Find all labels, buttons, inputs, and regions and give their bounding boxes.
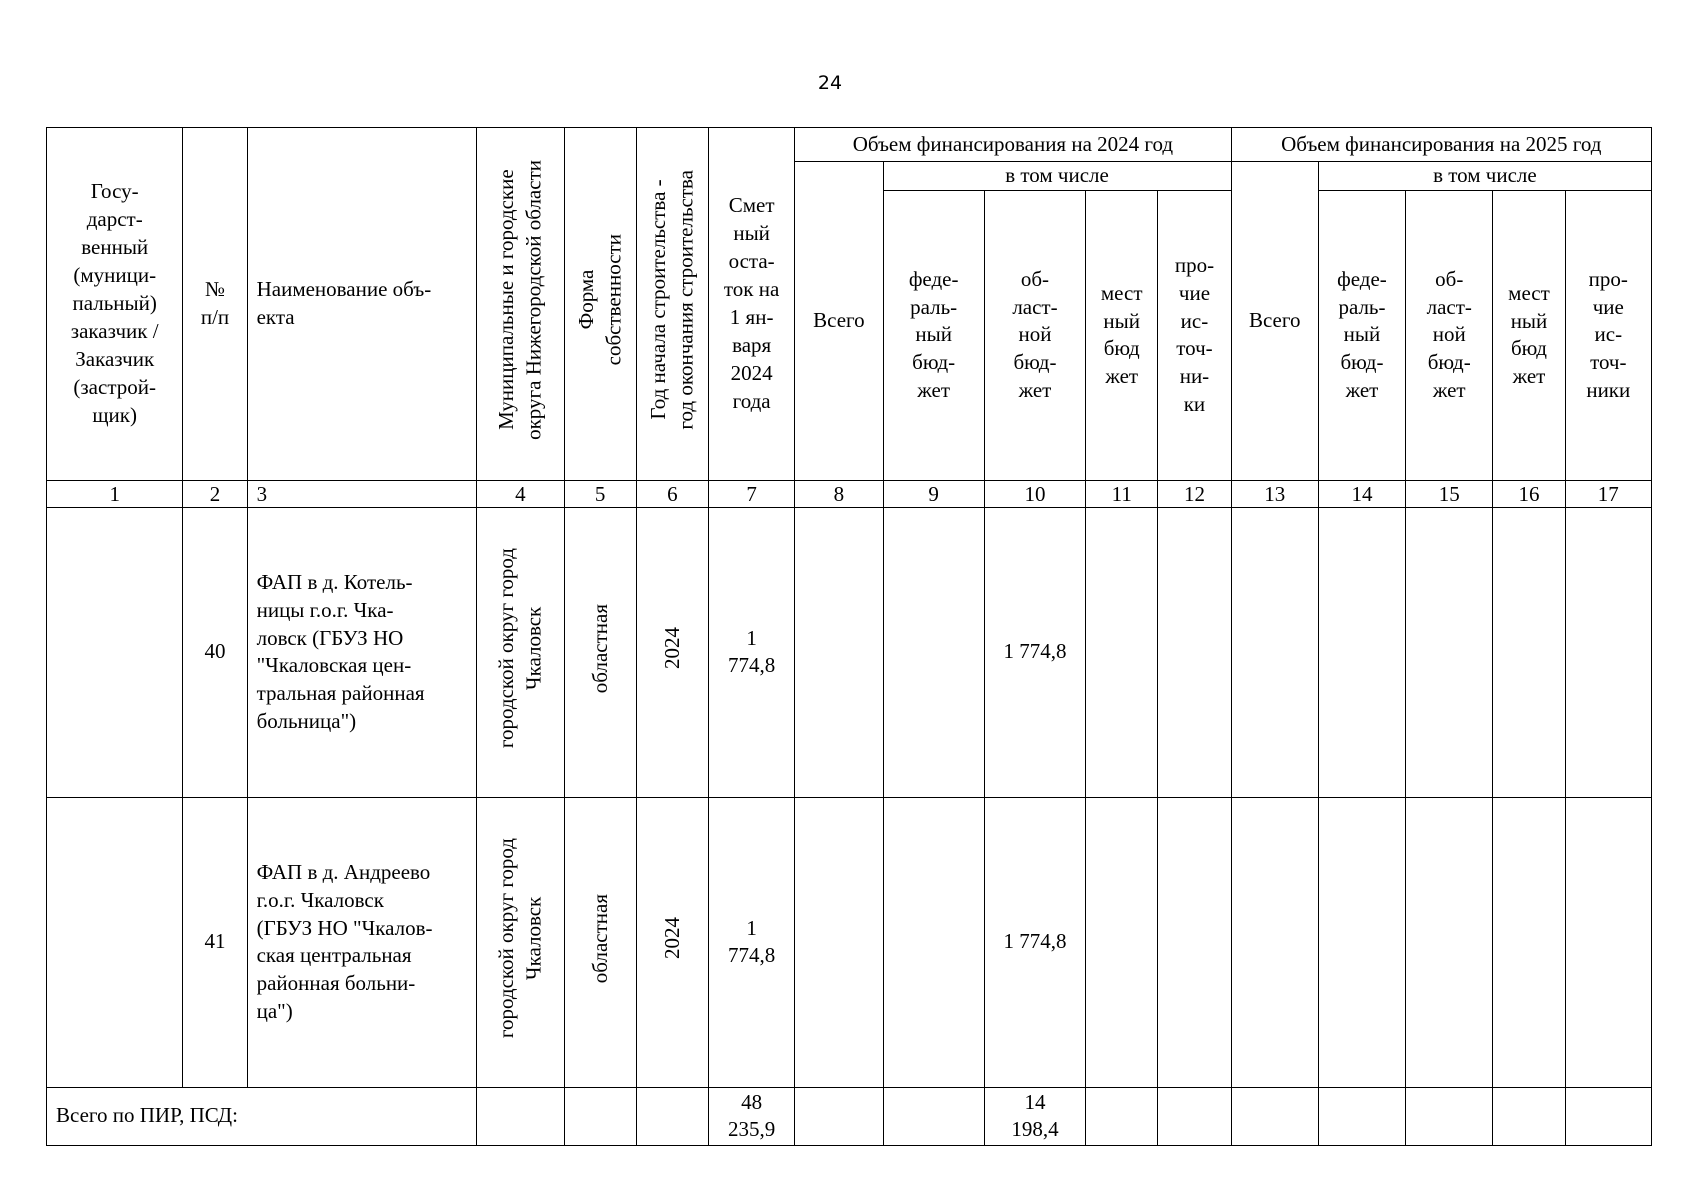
total-other-2025 xyxy=(1565,1087,1651,1145)
header-ownership: Форма собственности xyxy=(564,128,636,481)
header-other-2024: про- чие ис- точ- ни- ки xyxy=(1158,190,1231,480)
cell-local-2025 xyxy=(1493,507,1565,797)
column-number: 11 xyxy=(1086,480,1158,507)
table-row xyxy=(47,797,1652,1087)
total-regional-2024: 14 198,4 xyxy=(984,1087,1085,1145)
column-number: 14 xyxy=(1318,480,1405,507)
cell-total-2024 xyxy=(795,797,883,1087)
header-total-2025: Всего xyxy=(1231,162,1318,481)
column-number: 4 xyxy=(477,480,564,507)
column-number: 12 xyxy=(1158,480,1231,507)
total-local-2025 xyxy=(1493,1087,1565,1145)
total-balance: 48 235,9 xyxy=(709,1087,795,1145)
column-number: 1 xyxy=(47,480,183,507)
header-years: Год начала строительства - год окончания строительства xyxy=(636,128,708,481)
cell-federal-2025 xyxy=(1318,507,1405,797)
cell-total-2025 xyxy=(1231,507,1318,797)
cell-ownership: областная xyxy=(564,797,636,1087)
header-including-2025: в том числе xyxy=(1318,162,1651,191)
cell-federal-2024 xyxy=(883,797,984,1087)
page-number: 24 xyxy=(817,72,843,94)
total-municipality xyxy=(477,1087,564,1145)
cell-total-2024 xyxy=(795,507,883,797)
cell-regional-2024: 1 774,8 xyxy=(984,797,1085,1087)
cell-num: 40 xyxy=(183,507,247,797)
column-number: 15 xyxy=(1406,480,1493,507)
cell-municipality: городской округ город Чкаловск xyxy=(477,797,564,1087)
column-number: 5 xyxy=(564,480,636,507)
cell-federal-2025 xyxy=(1318,797,1405,1087)
total-row xyxy=(47,1087,1652,1145)
cell-local-2024 xyxy=(1086,797,1158,1087)
cell-other-2024 xyxy=(1158,507,1231,797)
column-number: 10 xyxy=(984,480,1085,507)
column-number-row xyxy=(47,480,1652,507)
header-including-2024: в том числе xyxy=(883,162,1231,191)
header-fin-2025: Объем финансирования на 2025 год xyxy=(1231,128,1651,162)
header-fin-2024: Объем финансирования на 2024 год xyxy=(795,128,1231,162)
cell-other-2024 xyxy=(1158,797,1231,1087)
total-label: Всего по ПИР, ПСД: xyxy=(47,1087,477,1145)
header-name: Наименование объ- екта xyxy=(247,128,477,481)
cell-year: 2024 xyxy=(636,797,708,1087)
header-total-2024: Всего xyxy=(795,162,883,481)
cell-num: 41 xyxy=(183,797,247,1087)
cell-balance: 1 774,8 xyxy=(709,507,795,797)
cell-local-2025 xyxy=(1493,797,1565,1087)
column-number: 6 xyxy=(636,480,708,507)
column-number: 16 xyxy=(1493,480,1565,507)
cell-year: 2024 xyxy=(636,507,708,797)
header-regional-2024: об- ласт- ной бюд- жет xyxy=(984,190,1085,480)
total-regional-2025 xyxy=(1406,1087,1493,1145)
header-other-2025: про- чие ис- точ- ники xyxy=(1565,190,1651,480)
header-local-2024: мест ный бюд жет xyxy=(1086,190,1158,480)
column-number: 8 xyxy=(795,480,883,507)
cell-ownership: областная xyxy=(564,507,636,797)
cell-name: ФАП в д. Котель- ницы г.о.г. Чка- ловск (ГБУЗ НО "Чкаловская цен- тральная районная больница") xyxy=(247,507,477,797)
cell-customer xyxy=(47,507,183,797)
total-local-2024 xyxy=(1086,1087,1158,1145)
total-ownership xyxy=(564,1087,636,1145)
cell-regional-2025 xyxy=(1406,507,1493,797)
header-federal-2025: феде- раль- ный бюд- жет xyxy=(1318,190,1405,480)
column-number: 7 xyxy=(709,480,795,507)
total-other-2024 xyxy=(1158,1087,1231,1145)
total-total-2025 xyxy=(1231,1087,1318,1145)
column-number: 3 xyxy=(247,480,477,507)
cell-other-2025 xyxy=(1565,797,1651,1087)
header-num: № п/п xyxy=(183,128,247,481)
total-federal-2024 xyxy=(883,1087,984,1145)
cell-regional-2025 xyxy=(1406,797,1493,1087)
header-federal-2024: феде- раль- ный бюд- жет xyxy=(883,190,984,480)
column-number: 9 xyxy=(883,480,984,507)
header-customer: Госу- дарст- венный (муници- пальный) заказчик / Заказчик (застрой- щик) xyxy=(47,128,183,481)
total-total-2024 xyxy=(795,1087,883,1145)
header-balance: Смет ный оста- ток на 1 ян- варя 2024 года xyxy=(709,128,795,481)
cell-balance: 1 774,8 xyxy=(709,797,795,1087)
cell-municipality: городской округ город Чкаловск xyxy=(477,507,564,797)
cell-regional-2024: 1 774,8 xyxy=(984,507,1085,797)
header-regional-2025: об- ласт- ной бюд- жет xyxy=(1406,190,1493,480)
column-number: 13 xyxy=(1231,480,1318,507)
cell-customer xyxy=(47,797,183,1087)
cell-local-2024 xyxy=(1086,507,1158,797)
cell-name: ФАП в д. Андреево г.о.г. Чкаловск (ГБУЗ НО "Чкалов- ская центральная районная больни- ца") xyxy=(247,797,477,1087)
column-number: 17 xyxy=(1565,480,1651,507)
column-number: 2 xyxy=(183,480,247,507)
cell-total-2025 xyxy=(1231,797,1318,1087)
table-row xyxy=(47,507,1652,797)
header-municipality: Муниципальные и городские округа Нижегородской области xyxy=(477,128,564,481)
total-year xyxy=(636,1087,708,1145)
header-local-2025: мест ный бюд жет xyxy=(1493,190,1565,480)
cell-other-2025 xyxy=(1565,507,1651,797)
financing-table xyxy=(46,127,1652,1146)
total-federal-2025 xyxy=(1318,1087,1405,1145)
cell-federal-2024 xyxy=(883,507,984,797)
